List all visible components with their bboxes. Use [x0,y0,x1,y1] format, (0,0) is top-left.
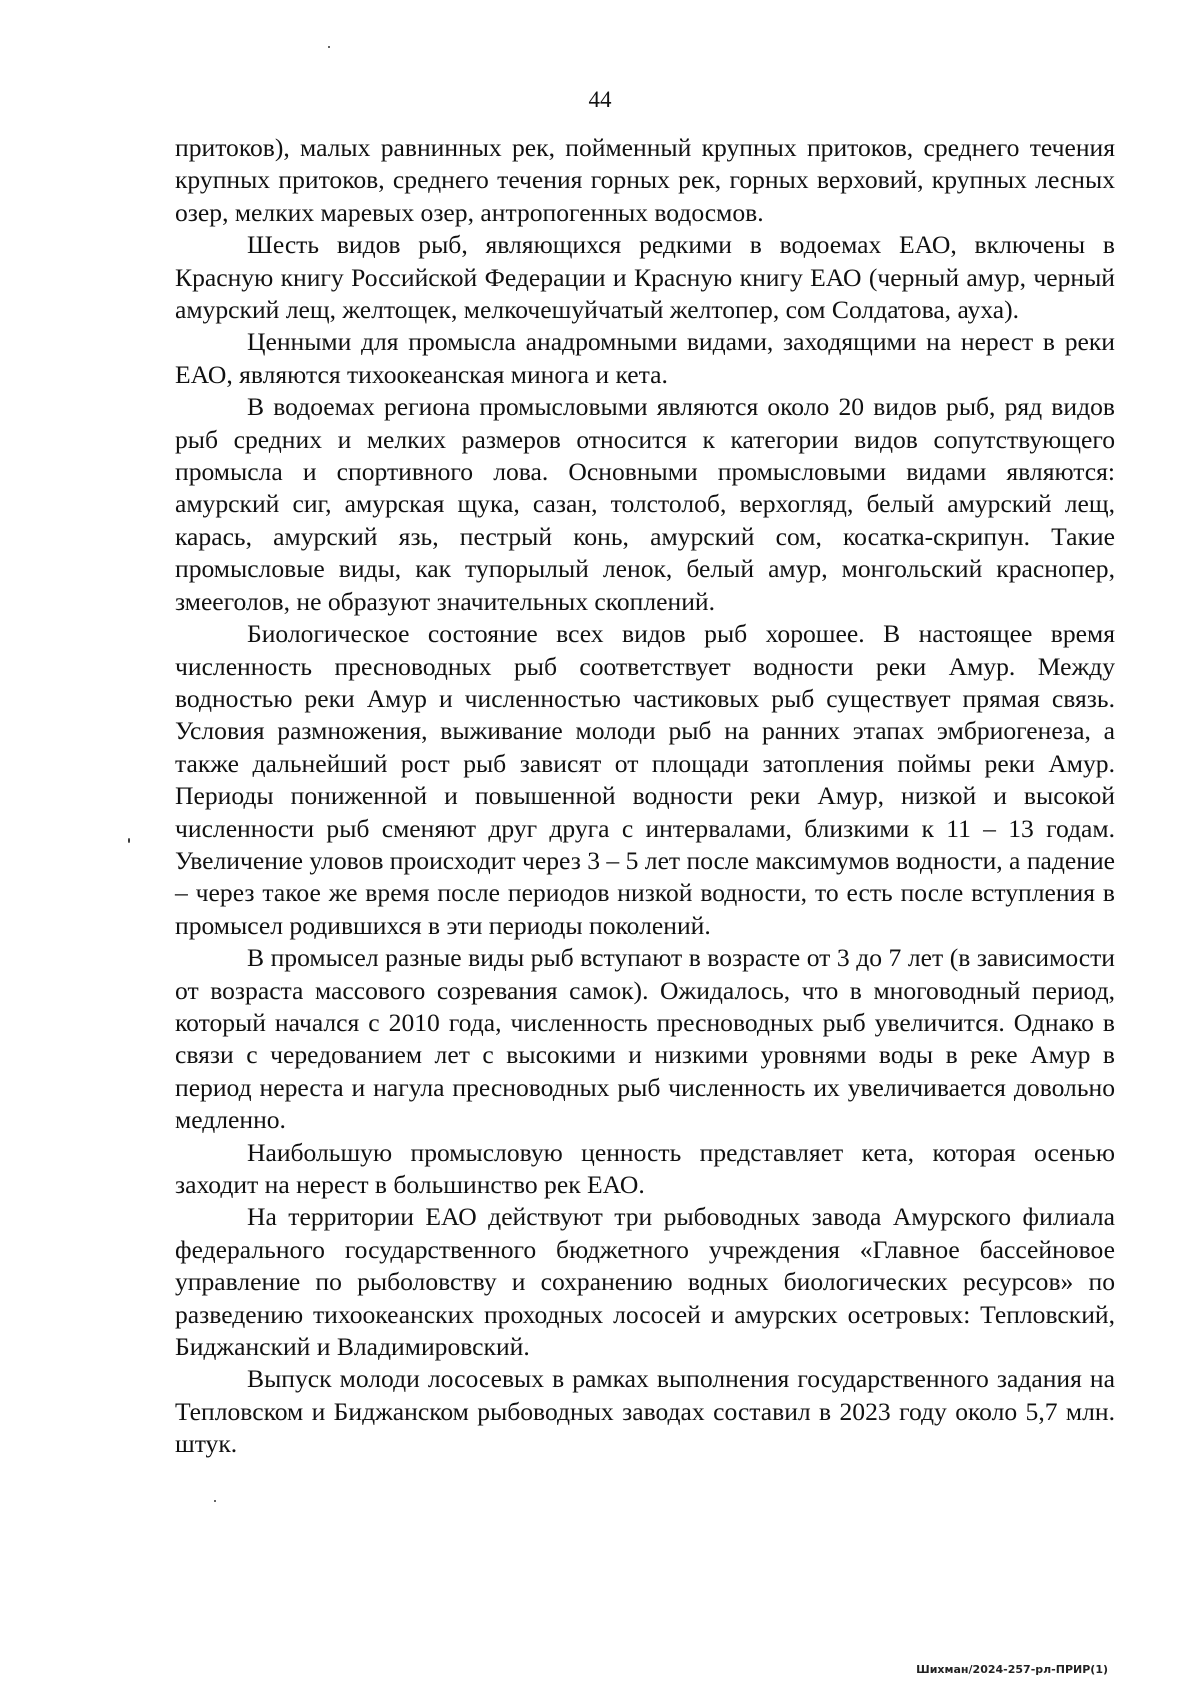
paragraph-rare-species: Шесть видов рыб, являющихся редкими в водоемах ЕАО, включены в Красную книгу Российской Федерации и Красную книгу ЕАО (черный амур, черный амурский лещ, желтощек, мелкочешуйчатый желтопер, сом Солдатова, ауха). [175,230,1115,325]
paragraph-salmon-release: Выпуск молоди лососевых в рамках выполнения государственного задания на Тепловском и Биджанском рыбоводных заводах составил в 2023 году около 5,7 млн. штук. [175,1364,1115,1459]
document-footer-code: Шихман/2024-257-рл-ПРИР(1) [916,1663,1108,1676]
paragraph-continuation: притоков), малых равнинных рек, пойменный крупных притоков, среднего течения крупных притоков, среднего течения горных рек, горных верховий, крупных лесных озер, мелких маревых озер, антропогенных водосмов. [175,133,1115,227]
paragraph-biological-state: Биологическое состояние всех видов рыб хорошее. В настоящее время численность пресноводных рыб соответствует водности реки Амур. Между водностью реки Амур и численностью частиковых рыб существует прямая связь. Условия размножения, выживание молоди рыб на ранних этапах эмбриогенеза, а также дальнейший рост рыб зависят от площади затопления поймы реки Амур. Периоды пониженной и повышенной водности реки Амур, низкой и высокой численности рыб сменяют друг друга с интервалами, близкими к 11 – 13 годам. Увеличение уловов происходит через 3 – 5 лет после максимумов водности, а падение – через такое же время после периодов низкой водности, то есть после вступления в промысел родившихся в эти периоды поколений. [175,619,1116,940]
scan-speck [214,1500,216,1502]
page-number: 44 [588,87,612,112]
body-text [175,132,1115,1461]
paragraph-fishing-age: В промысел разные виды рыб вступают в возрасте от 3 до 7 лет (в зависимости от возраста массового созревания самок). Ожидалось, что в многоводный период, который начался с 2010 года, численность пресноводных рыб увеличится. Однако в связи с чередованием лет с высокими и низкими уровнями воды в реке Амур в период нереста и нагула пресноводных рыб численность их увеличивается довольно медленно. [175,943,1115,1135]
paragraph-anadromous-species: Ценными для промысла анадромными видами, заходящими на нерест в реки ЕАО, являются тихоокеанская минога и кета. [175,327,1115,389]
paragraph-fish-hatcheries: На территории ЕАО действуют три рыбоводных завода Амурского филиала федерального государственного бюджетного учреждения «Главное бассейновое управление по рыболовству и сохранению водных биологических ресурсов» по разведению тихоокеанских проходных лососей и амурских осетровых: Тепловский, Биджанский и Владимировский. [175,1202,1115,1362]
scan-speck [128,838,130,843]
paragraph-commercial-species: В водоемах региона промысловыми являются около 20 видов рыб, ряд видов рыб средних и мелких размеров относится к категории видов сопутствующего промысла и спортивного лова. Основными промысловыми видами являются: амурский сиг, амурская щука, сазан, толстолоб, верхогляд, белый амурский лещ, карась, амурский язь, пестрый конь, амурский сом, косатка-скрипун. Такие промысловые виды, как тупорылый ленок, белый амур, монгольский краснопер, змееголов, не образуют значительных скоплений. [175,392,1115,616]
scan-speck [328,46,330,48]
paragraph-keta-value: Наибольшую промысловую ценность представляет кета, которая осенью заходит на нерест в большинство рек ЕАО. [175,1137,1115,1199]
